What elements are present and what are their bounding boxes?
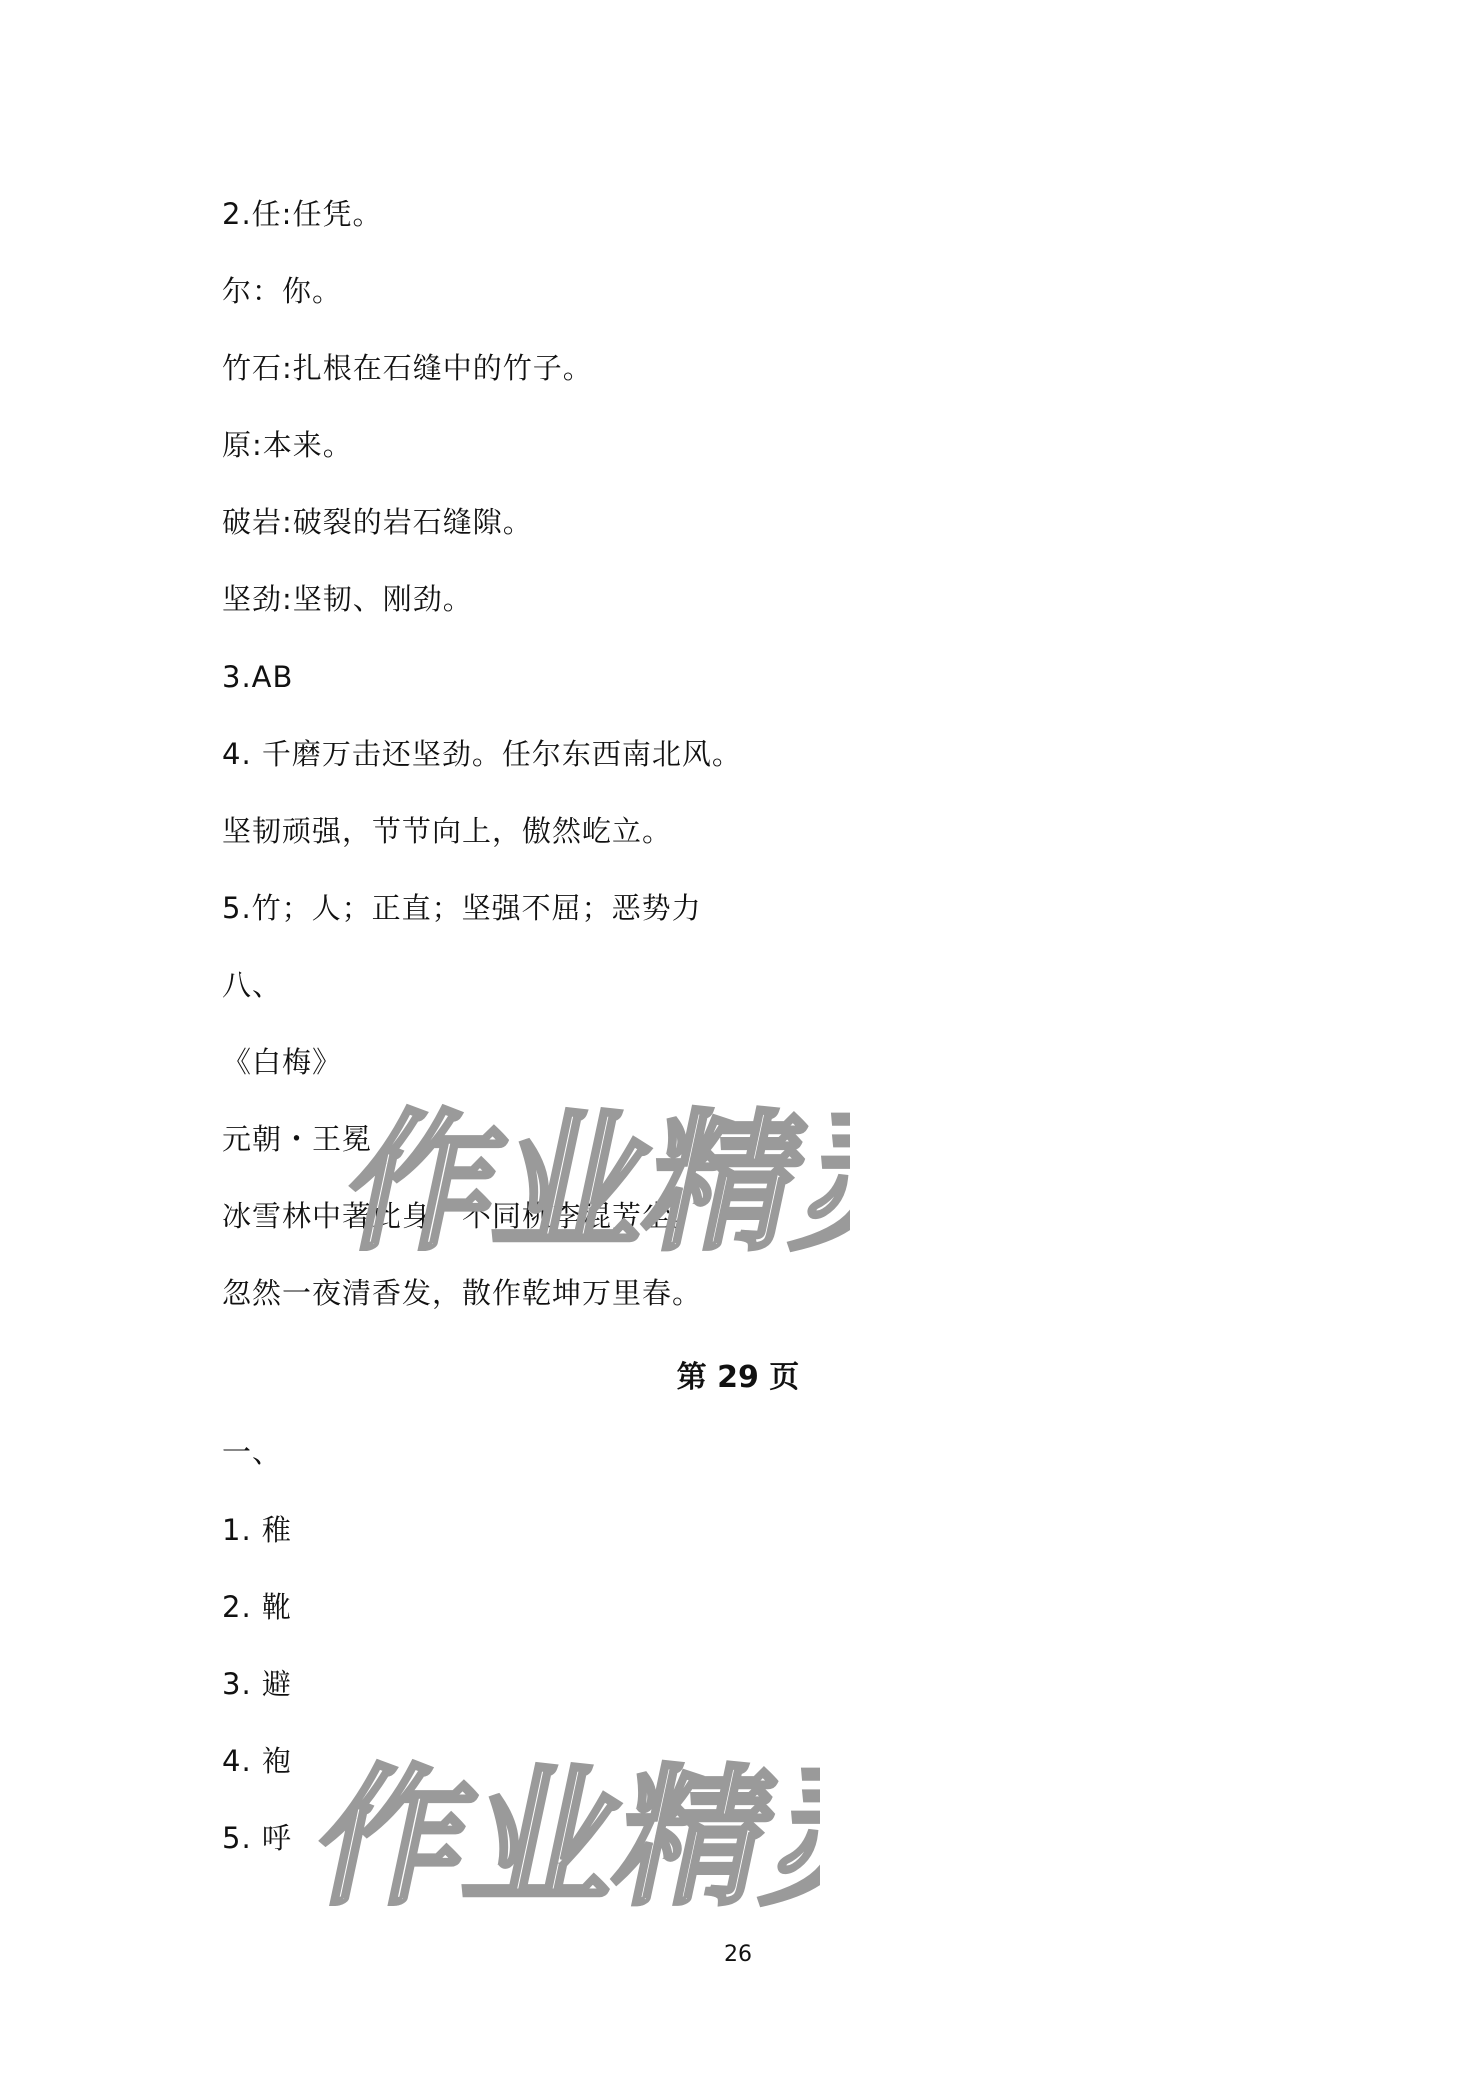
answer-line: 5. 呼: [222, 1821, 292, 1855]
answer-line: 4. 千磨万击还坚劲。任尔东西南北风。: [222, 737, 742, 771]
watermark-logo: [330, 1090, 850, 1274]
answer-line: 破岩:破裂的岩石缝隙。: [222, 505, 533, 539]
section-marker: 八、: [222, 968, 283, 1002]
poem-line: 忽然一夜清香发，散作乾坤万里春。: [222, 1276, 703, 1310]
page-section-heading: 第 29 页: [676, 1360, 800, 1395]
answer-line: 原:本来。: [222, 428, 353, 462]
answer-line: 3. 避: [222, 1667, 292, 1701]
section-marker: 一、: [222, 1435, 283, 1469]
watermark-logo: [300, 1745, 820, 1929]
answer-line: 竹石:扎根在石缝中的竹子。: [222, 351, 593, 385]
poem-author: 元朝・王冕: [222, 1122, 373, 1156]
page-number: 26: [724, 1942, 752, 1967]
answer-line: 1. 稚: [222, 1513, 292, 1547]
answer-line: 2.任:任凭。: [222, 197, 383, 231]
answer-line: 4. 袍: [222, 1744, 292, 1778]
answer-line: 坚韧顽强，节节向上，傲然屹立。: [222, 814, 673, 848]
answer-line: 尔：你。: [222, 274, 343, 308]
watermark-text: 作业精灵: [301, 1750, 820, 1925]
answer-line: 3.AB: [222, 660, 294, 694]
answer-line: 坚劲:坚韧、刚劲。: [222, 582, 473, 616]
watermark-text: 作业精灵: [331, 1095, 850, 1270]
answer-line: 5.竹；人；正直；坚强不屈；恶势力: [222, 891, 702, 925]
poem-line: 冰雪林中著此身，不同桃李混芳尘。: [222, 1199, 703, 1233]
poem-title: 《白梅》: [222, 1045, 343, 1079]
answer-line: 2. 靴: [222, 1590, 292, 1624]
